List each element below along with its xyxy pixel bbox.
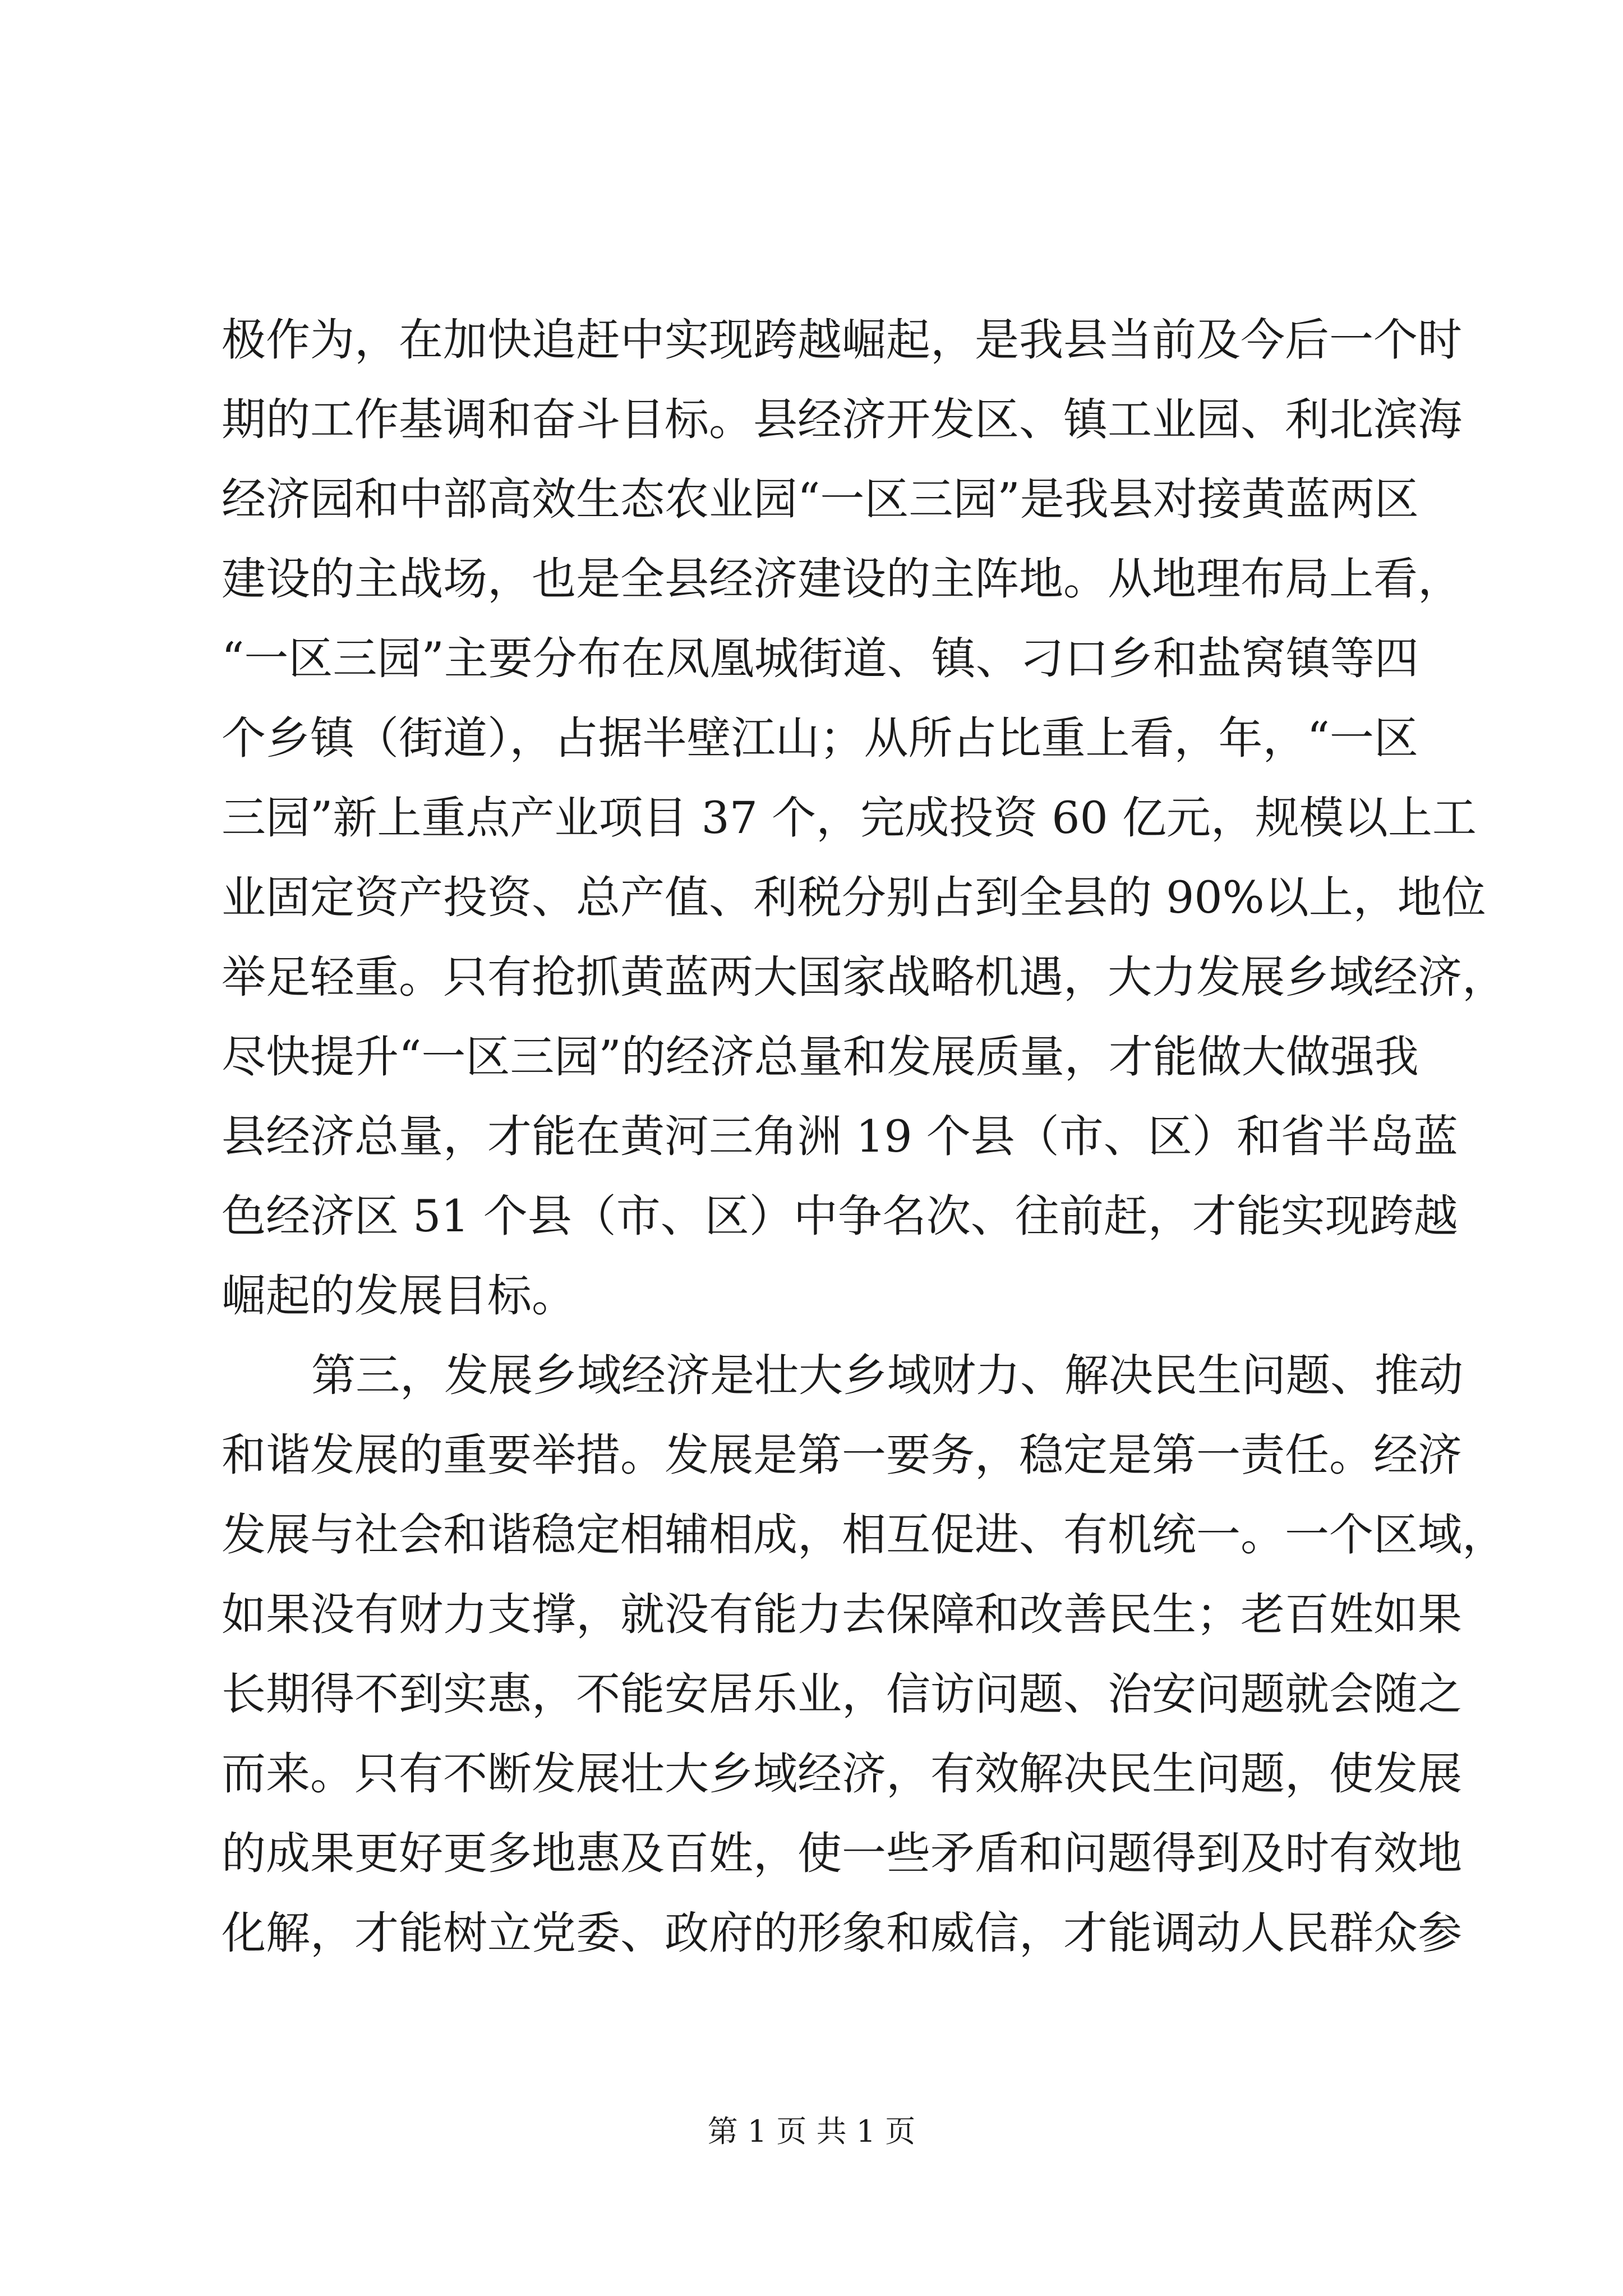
text-line: 个乡镇（街道），占据半壁江山；从所占比重上看，年，“一区 [222,712,1418,764]
text-line: 发展与社会和谐稳定相辅相成，相互促进、有机统一。一个区域， [222,1509,1506,1561]
text-line: 崛起的发展目标。 [222,1270,576,1322]
text-line: 化解，才能树立党委、政府的形象和威信，才能调动人民群众参 [222,1907,1462,1959]
text-line: “一区三园”主要分布在凤凰城街道、镇、刁口乡和盐窝镇等四 [222,633,1419,684]
text-line: 极作为，在加快追赶中实现跨越崛起，是我县当前及今后一个时 [222,314,1462,366]
text-line-paragraph-start: 第三，发展乡域经济是壮大乡域财力、解决民生问题、推动 [311,1350,1463,1401]
text-line: 色经济区 51 个县（市、区）中争名次、往前赶，才能实现跨越 [222,1190,1458,1242]
text-line: 县经济总量，才能在黄河三角洲 19 个县（市、区）和省半岛蓝 [222,1111,1458,1162]
text-line: 举足轻重。只有抢抓黄蓝两大国家战略机遇，大力发展乡域经济， [222,951,1506,1003]
text-line: 期的工作基调和奋斗目标。县经济开发区、镇工业园、利北滨海 [222,394,1462,445]
text-line: 的成果更好更多地惠及百姓，使一些矛盾和问题得到及时有效地 [222,1828,1462,1879]
text-line: 三园”新上重点产业项目 37 个，完成投资 60 亿元，规模以上工 [222,792,1477,844]
text-line: 而来。只有不断发展壮大乡域经济，有效解决民生问题，使发展 [222,1748,1462,1800]
page-footer: 第 1 页 共 1 页 [707,2114,916,2149]
body-text [222,300,1506,1973]
text-line: 如果没有财力支撑，就没有能力去保障和改善民生；老百姓如果 [222,1589,1462,1640]
text-line: 长期得不到实惠，不能安居乐业，信访问题、治安问题就会随之 [222,1668,1462,1720]
text-line: 业固定资产投资、总产值、利税分别占到全县的 90%以上，地位 [222,872,1486,923]
text-line: 和谐发展的重要举措。发展是第一要务，稳定是第一责任。经济 [222,1429,1462,1481]
text-line: 经济园和中部高效生态农业园“一区三园”是我县对接黄蓝两区 [222,473,1419,525]
text-line: 尽快提升“一区三园”的经济总量和发展质量，才能做大做强我 [222,1031,1419,1083]
text-line: 建设的主战场，也是全县经济建设的主阵地。从地理布局上看， [222,553,1462,605]
